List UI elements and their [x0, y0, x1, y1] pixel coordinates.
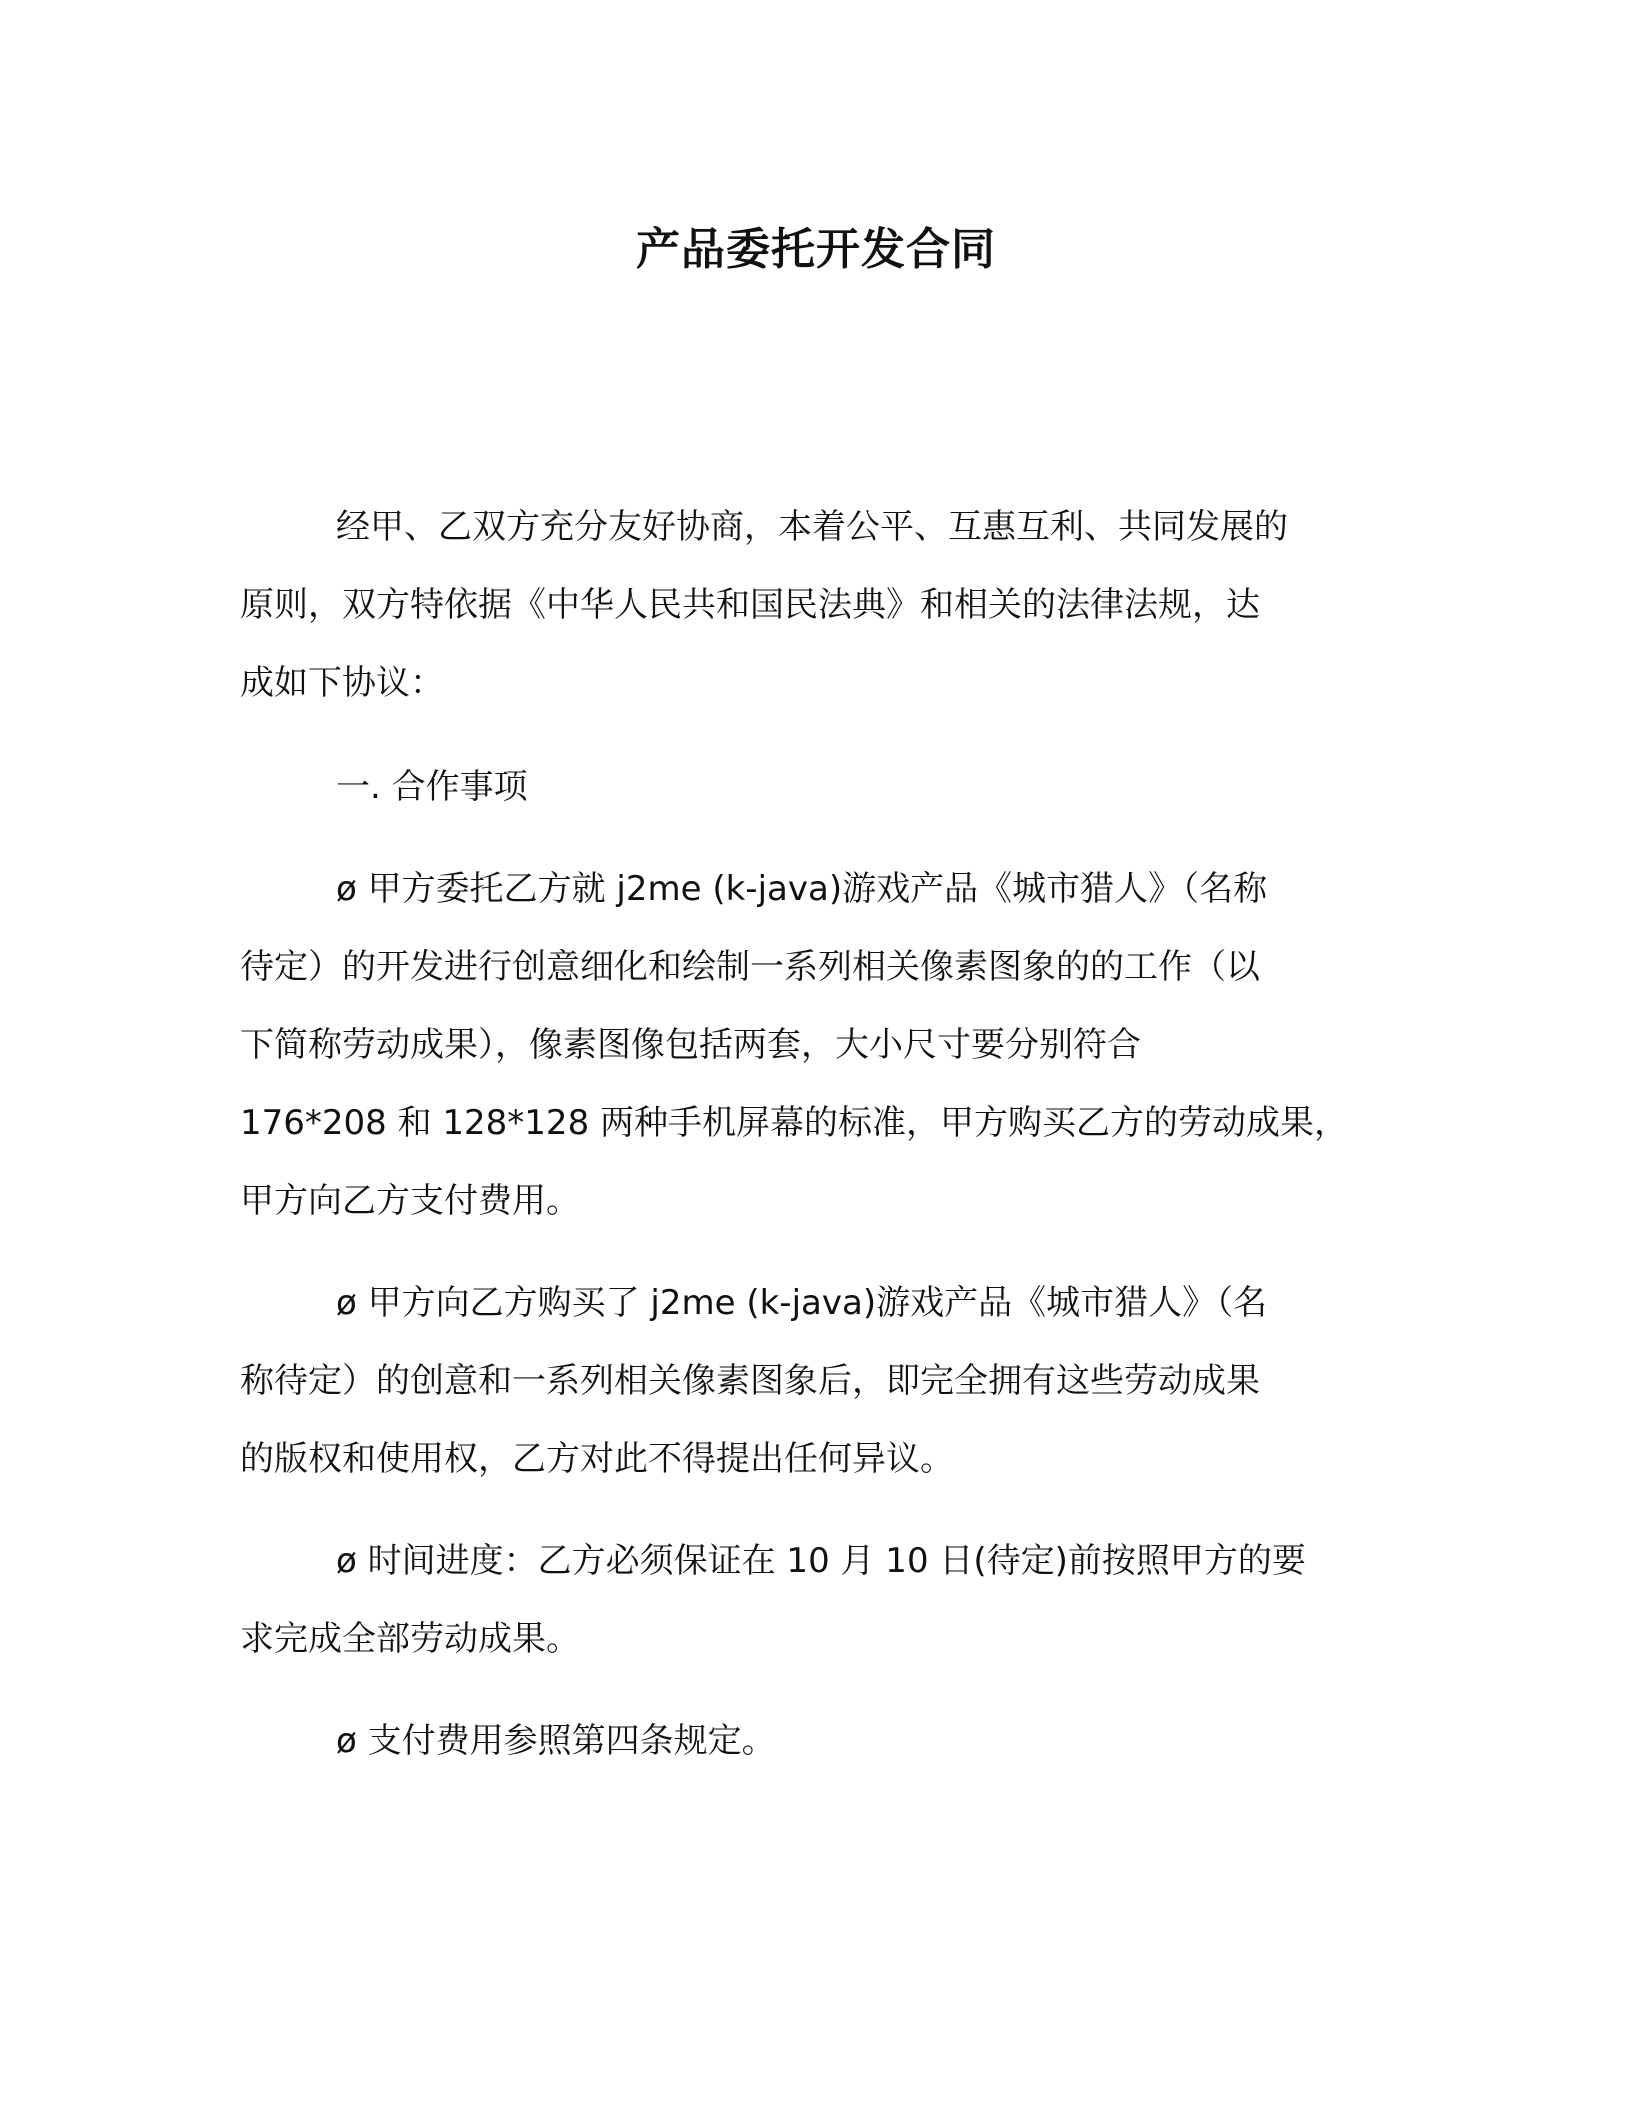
bullet-text: 支付费用参照第四条规定。: [367, 1721, 776, 1761]
bullet-line: 求完成全部劳动成果。: [240, 1619, 580, 1659]
section-heading: [240, 748, 1400, 826]
bullet-line: 的版权和使用权，乙方对此不得提出任何异议。: [240, 1439, 954, 1479]
bullet-line: [240, 850, 1400, 928]
bullet-icon: ø: [336, 1283, 357, 1323]
intro-line: 原则，双方特依据《中华人民共和国民法典》和相关的法律法规，达: [240, 585, 1260, 625]
bullet-text: 时间进度：乙方必须保证在 10 月 10 日(待定)前按照甲方的要: [367, 1541, 1306, 1581]
document-body: [240, 488, 1400, 1780]
bullet-text: 甲方委托乙方就 j2me (k-java)游戏产品《城市猎人》（名称: [367, 869, 1268, 909]
intro-paragraph: [240, 488, 1400, 722]
bullet-paragraph: [240, 1522, 1400, 1678]
bullet-icon: ø: [336, 1721, 357, 1761]
bullet-line: 甲方向乙方支付费用。: [240, 1181, 580, 1221]
bullet-line: 称待定）的创意和一系列相关像素图象后，即完全拥有这些劳动成果: [240, 1361, 1260, 1401]
bullet-line: 下简称劳动成果），像素图像包括两套，大小尺寸要分别符合: [240, 1025, 1141, 1065]
bullet-line: [240, 1702, 1400, 1780]
bullet-text: 甲方向乙方购买了 j2me (k-java)游戏产品《城市猎人》（名: [367, 1283, 1268, 1323]
bullet-icon: ø: [336, 1541, 357, 1581]
bullet-paragraph: [240, 1702, 1400, 1780]
bullet-paragraph: [240, 1264, 1400, 1498]
intro-line: 成如下协议：: [240, 663, 444, 703]
bullet-paragraph: [240, 850, 1400, 1240]
intro-line: 经甲、乙双方充分友好协商，本着公平、互惠互利、共同发展的: [336, 507, 1288, 547]
bullet-line: 176*208 和 128*128 两种手机屏幕的标准，甲方购买乙方的劳动成果，: [240, 1103, 1349, 1143]
bullet-icon: ø: [336, 869, 357, 909]
document-title: 产品委托开发合同: [636, 224, 996, 275]
bullet-line: [240, 1522, 1400, 1600]
bullet-line: 待定）的开发进行创意细化和绘制一系列相关像素图象的的工作（以: [240, 947, 1260, 987]
section-heading-text: 一. 合作事项: [336, 767, 528, 807]
bullet-line: [240, 1264, 1400, 1342]
